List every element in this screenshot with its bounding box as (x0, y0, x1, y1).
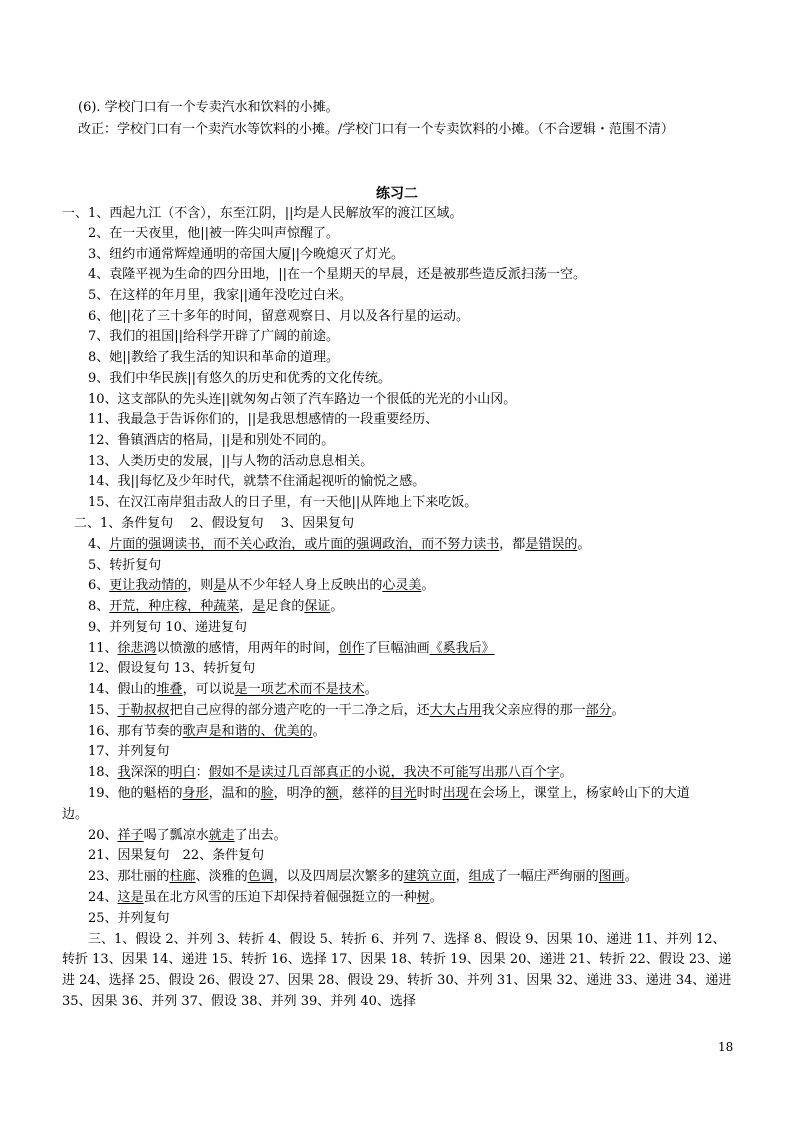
part2-item-23: 23、那壮丽的柱廊、淡雅的色调，以及四周层次繁多的建筑立面，组成了一幅庄严绚丽的图画。 (88, 869, 638, 884)
part1-item: 14、我||每忆及少年时代，就禁不住涌起视听的愉悦之感。 (88, 474, 426, 489)
part2-item-16: 16、那有节奏的歌声是和谐的、优美的。 (88, 724, 326, 739)
part2-item-14: 14、假山的堆叠，可以说是一项艺术而不是技术。 (88, 682, 378, 697)
top-line-1: (6). 学校门口有一个专卖汽水和饮料的小摊。 (78, 100, 339, 115)
part2-item-21: 21、因果复句 22、条件复句 (88, 848, 265, 863)
part2-item-12: 12、假设复句 13、转折复句 (88, 661, 256, 676)
page-number: 18 (718, 1040, 734, 1054)
part2-item-4: 4、片面的强调读书，而不关心政治，或片面的强调政治，而不努力读书，都是错误的。 (88, 537, 591, 552)
part3-line: 35、因果 36、并列 37、假设 38、并列 39、并列 40、选择 (62, 994, 416, 1009)
part1-item: 2、在一天夜里，他||被一阵尖叫声惊醒了。 (88, 226, 340, 241)
part2-item-25: 25、并列复句 (88, 911, 170, 926)
part1-item: 7、我们的祖国||给科学开辟了广阔的前途。 (88, 329, 340, 344)
part2-item-8: 8、开荒，种庄稼，种蔬菜，是足食的保证。 (88, 599, 344, 614)
part1-item: 6、他||花了三十多年的时间，留意观察日、月以及各行星的运动。 (88, 309, 470, 324)
part2-item-24: 24、这是虽在北方风雪的压迫下却保持着倔强挺立的一种树。 (88, 890, 443, 905)
part1-item: 9、我们中华民族||有悠久的历史和优秀的文化传统。 (88, 371, 392, 386)
part1-item: 5、在这样的年月里，我家||通年没吃过白米。 (88, 288, 353, 303)
part1-item: 一、1、西起九江（不含），东至江阴，||均是人民解放军的渡江区域。 (62, 206, 463, 221)
part1-item: 4、袁隆平视为生命的四分田地，||在一个星期天的早晨，还是被那些造反派扫荡一空。 (88, 267, 587, 282)
part2-item-19-cont: 边。 (62, 807, 89, 822)
part3-line: 进 24、选择 25、假设 26、假设 27、因果 28、假设 29、转折 30、并列 31、因果 32、递进 33、递进 34、递进 (62, 973, 732, 988)
part2-item-15: 15、于勒叔叔把自己应得的部分遗产吃的一干二净之后，还大大占用我父亲应得的那一部分。 (88, 703, 625, 718)
part2-item-17: 17、并列复句 (88, 744, 170, 759)
part2-item-20: 20、祥子喝了瓢凉水就走了出去。 (88, 828, 287, 843)
part3-line: 转折 13、因果 14、递进 15、转折 16、选择 17、因果 18、转折 19、因果 20、递进 21、转折 22、假设 23、递 (62, 952, 732, 967)
part2-item-18: 18、我深深的明白：假如不是读过几百部真正的小说，我决不可能写出那八百个字。 (88, 765, 573, 780)
part2-item-19: 19、他的魁梧的身形，温和的脸，明净的额，慈祥的目光时时出现在会场上，课堂上，杨家岭山下的大道 (88, 786, 690, 801)
part1-item: 3、纽约市通常辉煌通明的帝国大厦||今晚熄灭了灯光。 (88, 247, 405, 262)
part1-item: 15、在汉江南岸狙击敌人的日子里，有一天他||从阵地上下来吃饭。 (88, 495, 478, 510)
part2-item-9: 9、并列复句 10、递进复句 (88, 620, 247, 635)
part1-item: 11、我最急于告诉你们的，||是我思想感情的一段重要经历、 (88, 412, 439, 427)
part3-line: 三、1、假设 2、并列 3、转折 4、假设 5、转折 6、并列 7、选择 8、假设 9、因果 10、递进 11、并列 12、 (88, 932, 726, 947)
part2-item-11: 11、徐悲鸿以愤激的感情，用两年的时间，创作了巨幅油画《奚我后》 (88, 641, 495, 656)
part2-head: 二、1、条件复句 2、假设复句 3、因果复句 (74, 516, 355, 531)
section-title: 练习二 (376, 186, 418, 202)
part1-item: 8、她||教给了我生活的知识和革命的道理。 (88, 350, 340, 365)
part1-item: 13、人类历史的发展，||与人物的活动息息相关。 (88, 454, 374, 469)
part2-item-5: 5、转折复句 (88, 558, 162, 573)
part1-item: 10、这支部队的先头连||就匆匆占领了汽车路边一个很低的光光的小山冈。 (88, 392, 517, 407)
part1-item: 12、鲁镇酒店的格局，||是和别处不同的。 (88, 433, 335, 448)
part2-item-6: 6、更让我动情的，则是从不少年轻人身上反映出的心灵美。 (88, 578, 435, 593)
top-line-2: 改正：学校门口有一个卖汽水等饮料的小摊。/学校门口有一个专卖饮料的小摊。（不合逻辑・范围不清） (78, 122, 674, 137)
